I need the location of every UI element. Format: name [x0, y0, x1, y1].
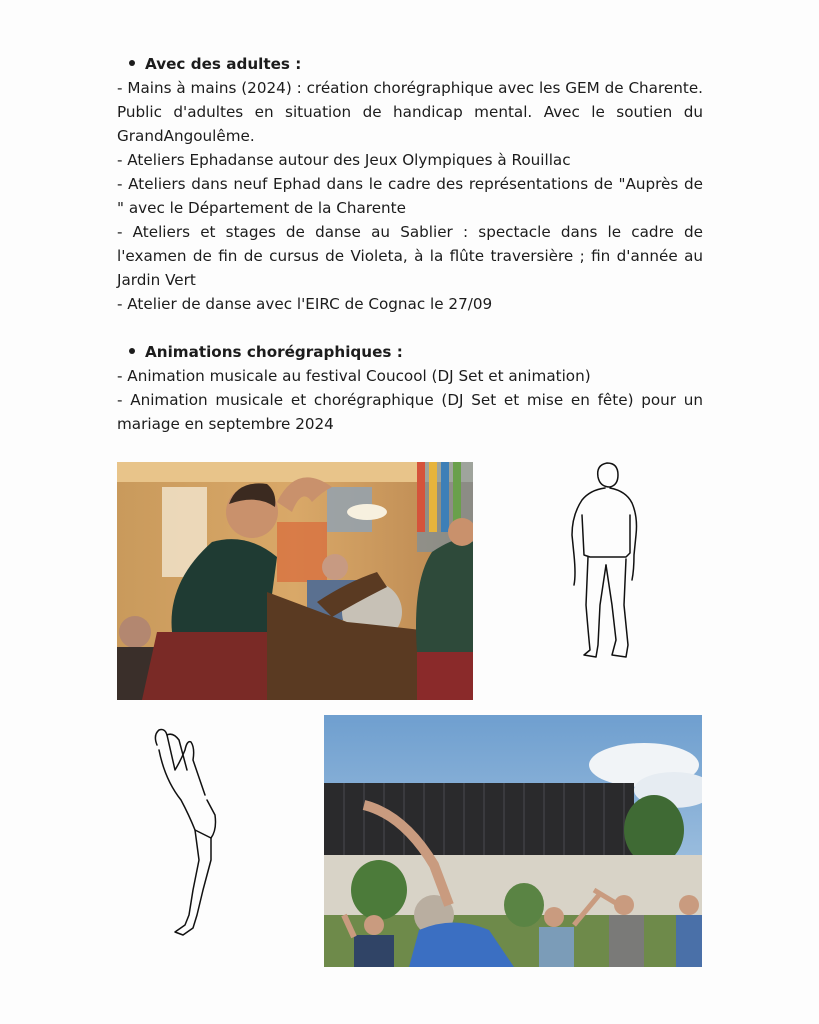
list-item: - Mains à mains (2024) : création chorégraphique avec les GEM de Charente. Public d'adultes en situation de handicap mental. Avec le soutien du GrandAngoulême.: [117, 79, 703, 145]
photo-outdoor-stretching: [324, 715, 702, 967]
list-item: - Ateliers dans neuf Ephad dans le cadre des représentations de "Auprès de " avec le Département de la Charente: [117, 175, 703, 217]
bullet-icon: [129, 60, 135, 66]
heading-adults-label: Avec des adultes :: [145, 55, 302, 73]
heading-animations-label: Animations chorégraphiques :: [145, 343, 403, 361]
sketch-standing-man: [560, 455, 650, 670]
photo-dance-workshop-indoor: [117, 462, 473, 700]
sketch-dancer-arms-up: [145, 720, 235, 950]
list-item: - Animation musicale au festival Coucool (DJ Set et animation): [117, 367, 591, 385]
list-item: - Atelier de danse avec l'EIRC de Cognac le 27/09: [117, 295, 493, 313]
heading-animations: [117, 340, 703, 364]
bullet-icon: [129, 348, 135, 354]
heading-adults: [117, 52, 703, 76]
list-item: - Ateliers et stages de danse au Sablier : spectacle dans le cadre de l'examen de fin de cursus de Violeta, à la flûte traversière ; fin d'année au Jardin Vert: [117, 223, 703, 289]
document-text: [117, 52, 703, 436]
list-item: - Ateliers Ephadanse autour des Jeux Olympiques à Rouillac: [117, 151, 571, 169]
list-item: - Animation musicale et chorégraphique (DJ Set et mise en fête) pour un mariage en septembre 2024: [117, 391, 703, 433]
